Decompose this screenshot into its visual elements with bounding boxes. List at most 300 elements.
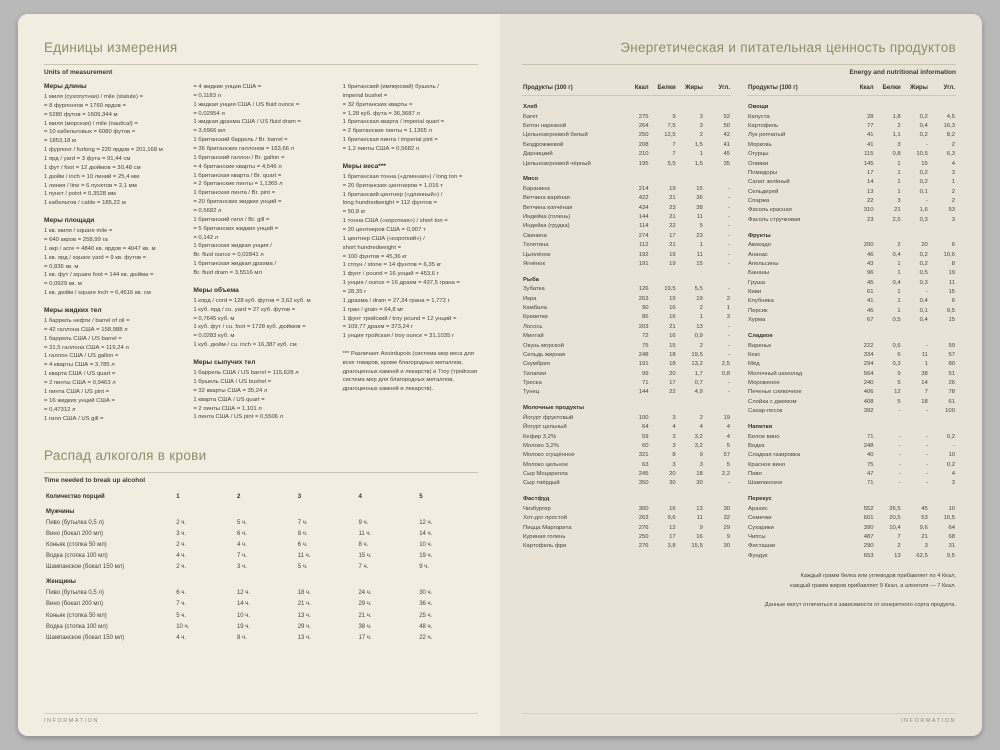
nutrition-value-cell: 12,5 xyxy=(664,132,676,139)
table-row xyxy=(747,215,956,224)
nutrition-product-name: Кефир 3,2% xyxy=(523,433,557,440)
nutrition-product-name: Картофель фри xyxy=(523,543,567,550)
nutrition-product-name: Ананас xyxy=(748,251,768,258)
nutrition-category-label: Фрукты xyxy=(748,232,771,239)
nutrition-product-name: Йогурт цельный xyxy=(523,424,567,431)
table-row xyxy=(522,303,731,312)
nutrition-value-cell: 57 xyxy=(948,351,955,358)
units-line: = 2 британские пинты = 1,1365 л xyxy=(342,128,432,135)
alcohol-time-cell: 10 ч. xyxy=(419,542,433,549)
nutrition-header-cell: Продукты (100 г) xyxy=(747,83,847,96)
nutrition-value-cell: 13,2 xyxy=(691,361,703,368)
nutrition-value-cell: 3 xyxy=(699,123,703,130)
nutrition-product-name: Ветчина копчёная xyxy=(523,204,573,211)
nutrition-note-line: Каждый грамм белка или углеводов прибавляет по 4 Ккал, xyxy=(800,573,956,580)
units-line: = 0,47312 л xyxy=(44,406,76,413)
nutrition-value-cell: 1 xyxy=(897,289,901,296)
nutrition-value-cell: - xyxy=(898,471,901,478)
units-line: 1 гилл США / US gill = xyxy=(44,415,104,422)
alcohol-drink-name: Шампанское (бокал 150 мл) xyxy=(46,635,125,642)
nutrition-product-name: Красное вино xyxy=(748,461,786,468)
nutrition-value-cell: 4 xyxy=(672,424,676,431)
nutrition-value-cell: 2 xyxy=(897,543,901,550)
nutrition-category-row xyxy=(522,269,731,285)
nutrition-value-cell: 8,2 xyxy=(946,132,955,139)
nutrition-header-cell: Белки xyxy=(875,83,902,96)
nutrition-category-label: Рыба xyxy=(523,276,539,283)
nutrition-value-cell: 114 xyxy=(639,223,649,230)
nutrition-product-name: Скумбрия xyxy=(523,361,550,368)
alcohol-time-cell: 17 ч. xyxy=(358,635,372,642)
nutrition-value-cell: 23 xyxy=(696,232,703,239)
alcohol-time-cell: 8 ч. xyxy=(236,635,247,642)
units-line: 1 галлон США / US gallon = xyxy=(44,353,119,360)
table-row xyxy=(522,542,731,551)
nutrition-product-name: Цельнозерновой белый xyxy=(523,132,588,139)
alcohol-drink-name: Водка (стопка 100 мл) xyxy=(46,623,108,630)
table-row xyxy=(747,388,956,397)
alcohol-time-cell: 7 ч. xyxy=(236,553,247,560)
nutrition-value-cell: - xyxy=(925,289,928,296)
nutrition-value-cell: 222 xyxy=(863,342,874,349)
units-line: = 2 пинты США = 0,9463 л xyxy=(44,380,116,387)
units-line: 1 центнер США («короткий») / xyxy=(342,235,425,242)
units-line: 1 пинта США / US pint = xyxy=(44,388,110,395)
alcohol-time-cell: 25 ч. xyxy=(419,612,433,619)
units-line: = 20 центнеров США = 0,907 т xyxy=(342,227,426,234)
alcohol-drink-name: Коньяк (стопка 50 мл) xyxy=(46,612,107,619)
table-row xyxy=(747,360,956,369)
units-line: = 20 британских центнеров = 1,016 т xyxy=(342,182,443,189)
units-line: 1 куб. фут / cu. foot = 1728 куб. дюймов = xyxy=(193,324,306,331)
nutrition-value-cell: 15 xyxy=(921,160,928,167)
nutrition-value-cell: 294 xyxy=(863,361,874,368)
nutrition-value-cell: 9 xyxy=(672,113,676,120)
units-line: 1 пинта США / US pint = 0,5506 л xyxy=(193,414,284,421)
table-row xyxy=(522,140,731,149)
nutrition-value-cell: 191 xyxy=(638,260,649,267)
nutrition-product-name: Кекс xyxy=(748,351,761,358)
nutrition-value-cell: 4,9 xyxy=(694,389,703,396)
table-row xyxy=(747,407,956,416)
nutrition-header-cell: Жиры xyxy=(677,83,704,96)
nutrition-product-name: Бездрожжевой xyxy=(523,141,564,148)
nutrition-value-cell: - xyxy=(925,442,928,449)
nutrition-value-cell: 214 xyxy=(638,185,649,192)
nutrition-value-cell: 19 xyxy=(948,270,955,277)
alcohol-time-cell: 4 ч. xyxy=(236,542,247,549)
units-group-heading: Меры жидких тел xyxy=(44,307,102,315)
table-row xyxy=(522,159,731,168)
nutrition-value-cell: 112 xyxy=(639,242,649,249)
nutrition-product-name: Фасоль красная xyxy=(748,207,792,214)
nutrition-value-cell: 21 xyxy=(921,533,928,540)
nutrition-value-cell: 38 xyxy=(696,204,703,211)
nutrition-value-cell: 1,1 xyxy=(892,132,901,139)
nutrition-value-cell: 45 xyxy=(866,279,874,286)
alcohol-time-cell: 7 ч. xyxy=(176,601,186,608)
nutrition-value-cell: 96 xyxy=(866,270,874,277)
nutrition-value-cell: 68 xyxy=(948,533,955,540)
nutrition-value-cell: - xyxy=(925,452,928,459)
table-row xyxy=(522,322,731,331)
table-row xyxy=(747,187,956,196)
nutrition-value-cell: 191 xyxy=(638,361,649,368)
nutrition-product-name: Огурцы xyxy=(748,151,769,158)
nutrition-value-cell: 41 xyxy=(866,141,874,148)
nutrition-value-cell: 310 xyxy=(863,207,874,214)
nutrition-value-cell: - xyxy=(728,323,730,330)
units-group xyxy=(343,83,478,154)
table-row xyxy=(522,504,731,513)
nutrition-title: Энергетическая и питательная ценность продуктов xyxy=(620,40,956,55)
units-line: 1 кв. миля / square mile = xyxy=(44,228,113,235)
nutrition-value-cell: 3 xyxy=(672,442,676,449)
nutrition-value-cell: 4 xyxy=(951,471,955,478)
nutrition-value-cell: - xyxy=(925,198,928,205)
alcohol-time-cell: 6 ч. xyxy=(297,542,308,549)
nutrition-value-cell: 0,9 xyxy=(694,333,703,340)
nutrition-value-cell: 1 xyxy=(924,361,928,368)
nutrition-value-cell: 10,5 xyxy=(916,151,928,158)
alcohol-time-cell: 2 ч. xyxy=(176,542,186,549)
nutrition-product-name: Зубатка xyxy=(523,286,545,293)
nutrition-value-cell: 16 xyxy=(669,314,676,321)
nutrition-value-cell: 5 xyxy=(699,223,703,230)
alcohol-time-cell: 48 ч. xyxy=(419,623,433,630)
nutrition-product-name: Хурма xyxy=(748,317,766,324)
nutrition-value-cell: 1 xyxy=(699,242,703,249)
nutrition-value-cell: 15 xyxy=(948,289,955,296)
units-line: 1 британская жидкая унция / xyxy=(193,243,272,250)
nutrition-product-name: Индейка (грудка) xyxy=(523,223,570,230)
nutrition-value-cell: 248 xyxy=(863,442,874,449)
nutrition-value-cell: 72 xyxy=(641,333,649,340)
units-line: short hundredweight = xyxy=(342,244,402,251)
nutrition-value-cell: 9 xyxy=(726,533,730,540)
alcohol-time-cell: 21 ч. xyxy=(358,612,372,619)
nutrition-product-name: Йогурт фруктовый xyxy=(523,414,574,421)
table-row xyxy=(747,140,956,149)
units-line: 1 корд / cord = 128 куб. футов = 3,62 куб. м xyxy=(193,297,311,304)
nutrition-value-cell: 18 xyxy=(669,361,676,368)
units-line: = 109,77 драхм = 373,24 г xyxy=(342,324,413,331)
nutrition-value-cell: 3 xyxy=(924,543,928,550)
table-row xyxy=(44,588,478,599)
nutrition-value-cell: - xyxy=(728,351,730,358)
nutrition-product-name: Спаржа xyxy=(748,198,770,205)
nutrition-value-cell: 5,5 xyxy=(694,286,703,293)
table-row xyxy=(522,222,731,231)
table-row xyxy=(522,469,731,478)
alcohol-drink-name: Пиво (бутылка 0,5 л) xyxy=(46,519,104,526)
units-group-heading: Меры сыпучих тел xyxy=(193,359,256,367)
table-row xyxy=(44,621,478,632)
nutrition-value-cell: - xyxy=(728,214,730,221)
nutrition-value-cell: 16 xyxy=(669,305,676,312)
table-row xyxy=(522,451,731,460)
nutrition-value-cell: 75 xyxy=(641,342,649,349)
nutrition-value-cell: 19 xyxy=(669,295,676,302)
units-line: 1 акр / acre = 4840 кв. ярдов = 4047 кв. м xyxy=(44,245,156,252)
nutrition-category-label: Напитки xyxy=(748,423,773,430)
nutrition-value-cell: - xyxy=(728,195,730,202)
alcohol-time-cell: 3 ч. xyxy=(176,530,186,537)
nutrition-value-cell: 19,5 xyxy=(664,286,676,293)
nutrition-header-cell: Угл. xyxy=(704,83,731,96)
units-line: 1 британская кварта / imperial quart = xyxy=(342,119,445,126)
nutrition-product-name: Сладкая газировка xyxy=(748,452,801,459)
nutrition-value-cell: 6,3 xyxy=(946,151,955,158)
nutrition-value-cell: 29 xyxy=(723,524,730,531)
right-footer-rule xyxy=(522,713,956,714)
nutrition-value-cell: 390 xyxy=(863,524,874,531)
units-line: 1 унция / ounce = 16 драхм = 437,5 грана = xyxy=(342,280,460,287)
table-row xyxy=(522,250,731,259)
nutrition-value-cell: 12 xyxy=(669,524,676,531)
nutrition-product-name: Сахар-песок xyxy=(748,408,783,415)
nutrition-value-cell: 71 xyxy=(866,433,874,440)
nutrition-value-cell: 15 xyxy=(696,185,703,192)
units-line: 1 линия / line = 6 пунктов = 2,1 мм xyxy=(44,182,137,189)
table-row xyxy=(747,206,956,215)
nutrition-value-cell: 45 xyxy=(921,505,928,512)
nutrition-product-name: Молоко сгущённое xyxy=(523,452,575,459)
units-line: = 32 кварты США = 35,24 л xyxy=(193,387,268,394)
nutrition-value-cell: 41 xyxy=(723,141,730,148)
nutrition-category-label: Мясо xyxy=(523,176,539,183)
alcohol-time-cell: 12 ч. xyxy=(419,519,433,526)
units-line: 1 баррель США / US barrel = 115,628 л xyxy=(193,370,299,377)
nutrition-value-cell: 1 xyxy=(897,169,901,176)
nutrition-value-cell: 0,2 xyxy=(919,179,928,186)
table-row xyxy=(747,287,956,296)
nutrition-value-cell: 45 xyxy=(866,307,874,314)
nutrition-value-cell: 0,5 xyxy=(919,270,928,277)
units-line: = 0,0283 куб. м xyxy=(193,333,235,340)
nutrition-value-cell: 21 xyxy=(669,195,676,202)
nutrition-value-cell: 0,2 xyxy=(919,169,928,176)
nutrition-value-cell: 4 xyxy=(726,433,730,440)
nutrition-value-cell: 0,4 xyxy=(919,298,928,305)
nutrition-product-name: Ветчина варёная xyxy=(523,195,570,202)
nutrition-value-cell: 0,1 xyxy=(919,307,928,314)
alcohol-header-cell: 4 xyxy=(358,493,362,500)
nutrition-value-cell: - xyxy=(953,442,955,449)
units-column-2 xyxy=(193,83,328,432)
nutrition-value-cell: 11 xyxy=(696,515,703,522)
table-row xyxy=(522,184,731,193)
nutrition-value-cell: - xyxy=(728,260,730,267)
table-row xyxy=(522,432,731,441)
nutrition-value-cell: 1 xyxy=(897,160,901,167)
nutrition-value-cell: 408 xyxy=(863,398,874,405)
nutrition-product-name: Минтай xyxy=(523,333,544,340)
table-row xyxy=(522,112,731,121)
alcohol-time-cell: 4 ч. xyxy=(176,635,186,642)
nutrition-table-left xyxy=(522,83,731,551)
nutrition-product-name: Печенье сливочное xyxy=(748,389,802,396)
alcohol-time-cell: 11 ч. xyxy=(297,553,311,560)
nutrition-value-cell: 7,5 xyxy=(667,123,676,130)
units-columns xyxy=(44,83,478,432)
nutrition-value-cell: - xyxy=(728,342,730,349)
nutrition-value-cell: 245 xyxy=(638,471,649,478)
nutrition-value-cell: 67 xyxy=(866,317,874,324)
nutrition-value-cell: 2 xyxy=(951,198,955,205)
alcohol-time-cell: 7 ч. xyxy=(297,519,308,526)
units-line: 1 тонна США («короткая») / short ton = xyxy=(342,218,448,225)
nutrition-value-cell: 2 xyxy=(699,414,703,421)
nutrition-value-cell: 1,5 xyxy=(694,160,703,167)
nutrition-product-name: Варенье xyxy=(748,342,772,349)
table-row xyxy=(522,131,731,140)
nutrition-value-cell: 2 xyxy=(699,342,703,349)
nutrition-value-cell: 86 xyxy=(641,314,649,321)
nutrition-product-name: Хот-дог простой xyxy=(523,515,568,522)
nutrition-value-cell: 52 xyxy=(723,113,730,120)
table-row xyxy=(747,297,956,306)
nutrition-value-cell: 51 xyxy=(948,370,955,377)
nutrition-value-cell: 2,2 xyxy=(721,471,730,478)
nutrition-value-cell: 19 xyxy=(669,251,676,258)
nutrition-value-cell: 263 xyxy=(638,295,649,302)
alcohol-drink-name: Вино (бокал 200 мл) xyxy=(46,601,104,608)
units-line: long hundredweight = 112 фунтов = xyxy=(342,200,437,207)
units-line: 1 пункт / point = 0,3528 мм xyxy=(44,191,116,198)
nutrition-value-cell: 7 xyxy=(897,533,901,540)
table-row xyxy=(522,285,731,294)
nutrition-product-name: Чипсы xyxy=(748,533,766,540)
nutrition-product-name: Арахис xyxy=(748,505,768,512)
nutrition-value-cell: 3 xyxy=(897,198,901,205)
nutrition-category-label: Перекус xyxy=(748,496,772,503)
nutrition-product-name: Цыплёнок xyxy=(523,251,551,258)
units-line: 1 жидкая драхма США / US fluid dram = xyxy=(193,119,301,126)
units-line: 1 драхма / dram = 27,34 грана = 1,772 г xyxy=(342,297,450,304)
units-line: 1 британский баррель / Br. barrel = xyxy=(193,137,288,144)
nutrition-category-label: Сладкое xyxy=(748,332,773,339)
nutrition-product-name: Сыр твёрдый xyxy=(523,480,560,487)
nutrition-value-cell: 9,5 xyxy=(946,552,955,559)
table-row xyxy=(747,441,956,450)
nutrition-value-cell: 14 xyxy=(921,380,928,387)
nutrition-value-cell: 1 xyxy=(897,307,901,314)
nutrition-value-cell: 6 xyxy=(951,242,955,249)
nutrition-value-cell: 200 xyxy=(863,242,874,249)
alcohol-time-cell: 9 ч. xyxy=(419,564,429,571)
units-group-heading: Меры объема xyxy=(193,286,239,294)
table-row xyxy=(747,250,956,259)
nutrition-value-cell: 8 xyxy=(672,452,676,459)
nutrition-value-cell: 18 xyxy=(921,398,928,405)
nutrition-value-cell: 208 xyxy=(638,141,649,148)
nutrition-value-cell: 2 xyxy=(726,295,730,302)
nutrition-product-name: Камбала xyxy=(523,305,547,312)
nutrition-value-cell: 38 xyxy=(921,370,928,377)
nutrition-value-cell: - xyxy=(728,389,730,396)
nutrition-value-cell: 10 xyxy=(948,452,955,459)
units-line: = 0,0929 кв. м xyxy=(44,281,82,288)
nutrition-value-cell: 264 xyxy=(638,123,649,130)
nutrition-value-cell: 0,4 xyxy=(892,279,901,286)
table-row xyxy=(747,504,956,513)
alcohol-group-label: Мужчины xyxy=(46,508,75,515)
nutrition-value-cell: 41 xyxy=(866,132,874,139)
nutrition-product-name: Креветки xyxy=(523,314,548,321)
table-row xyxy=(747,316,956,325)
nutrition-column-left xyxy=(522,83,731,560)
nutrition-value-cell: 1 xyxy=(951,179,955,186)
nutrition-value-cell: 434 xyxy=(638,204,649,211)
nutrition-value-cell: 653 xyxy=(863,552,874,559)
nutrition-value-cell: 263 xyxy=(638,515,649,522)
nutrition-value-cell: 9 xyxy=(897,370,901,377)
nutrition-product-name: Фундук xyxy=(748,552,768,559)
nutrition-product-name: Молоко цельное xyxy=(523,461,569,468)
nutrition-product-name: Багет xyxy=(523,113,538,120)
nutrition-value-cell: 3 xyxy=(699,461,703,468)
nutrition-value-cell: - xyxy=(728,242,730,249)
nutrition-product-name: Капуста xyxy=(748,113,770,120)
nutrition-value-cell: 3 xyxy=(672,433,676,440)
nutrition-value-cell: 2 xyxy=(897,242,901,249)
nutrition-value-cell: 487 xyxy=(863,533,874,540)
nutrition-value-cell: 19 xyxy=(669,185,676,192)
nutrition-product-name: Бетон нарезной xyxy=(523,123,567,130)
table-row xyxy=(522,194,731,203)
alcohol-time-cell: 14 ч. xyxy=(419,530,433,537)
nutrition-value-cell: 6 xyxy=(897,351,901,358)
nutrition-value-cell: 1 xyxy=(897,260,901,267)
nutrition-value-cell: 7 xyxy=(672,151,676,158)
nutrition-value-cell: - xyxy=(925,141,928,148)
nutrition-value-cell: 0,8 xyxy=(892,151,901,158)
nutrition-value-cell: 18 xyxy=(669,351,676,358)
nutrition-value-cell: 4,5 xyxy=(946,113,955,120)
units-line: 1 стоун / stone = 14 фунтов = 6,35 кг xyxy=(342,262,442,269)
nutrition-product-name: Оливки xyxy=(748,160,769,167)
nutrition-value-cell: - xyxy=(925,408,928,415)
alcohol-time-cell: 19 ч. xyxy=(236,623,251,630)
nutrition-value-cell: 57 xyxy=(723,452,730,459)
nutrition-value-cell: 10,4 xyxy=(889,524,901,531)
units-line: 1 миля (сухопутная) / mile (statute) = xyxy=(44,94,144,100)
nutrition-value-cell: 4 xyxy=(726,424,730,431)
alcohol-time-cell: 29 ч. xyxy=(358,601,372,608)
nutrition-value-cell: 19 xyxy=(696,295,703,302)
nutrition-value-cell: 8 xyxy=(951,260,955,267)
nutrition-value-cell: 2,5 xyxy=(892,216,901,223)
alcohol-header-row xyxy=(44,491,478,502)
nutrition-value-cell: 3,2 xyxy=(694,442,703,449)
table-row xyxy=(522,479,731,488)
nutrition-value-cell: 203 xyxy=(638,323,649,330)
units-line: = 16 жидких унций США = xyxy=(44,397,115,404)
alcohol-drink-name: Вино (бокал 200 мл) xyxy=(46,530,104,537)
units-column-1 xyxy=(44,83,179,432)
nutrition-value-cell: 6 xyxy=(951,298,955,305)
units-line: 1 кв. дюйм / square inch = 6,4516 кв. см xyxy=(44,290,151,297)
alcohol-time-cell: 36 ч. xyxy=(419,601,433,608)
nutrition-value-cell: 552 xyxy=(863,505,874,512)
nutrition-value-cell: 601 xyxy=(863,515,874,522)
units-line: = 31,5 галлона США = 119,24 л xyxy=(44,344,129,351)
nutrition-value-cell: 22 xyxy=(866,198,874,205)
nutrition-value-cell: 115 xyxy=(864,151,874,158)
units-group-heading: Меры веса*** xyxy=(342,162,386,170)
nutrition-product-name: Бананы xyxy=(748,270,770,277)
